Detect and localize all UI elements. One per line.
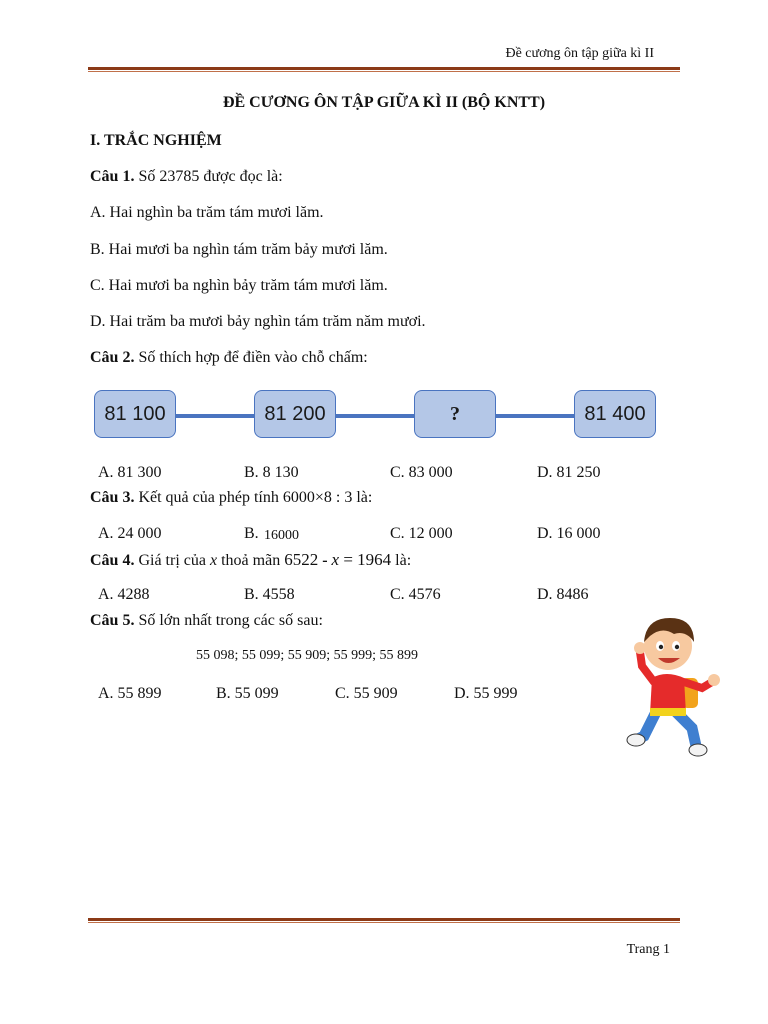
q5-option-b: B. 55 099 bbox=[216, 685, 279, 702]
section-heading: I. TRẮC NGHIỆM bbox=[90, 132, 222, 149]
sequence-box-unknown: ? bbox=[414, 390, 496, 438]
question-text: là: bbox=[352, 489, 373, 506]
q5-options bbox=[90, 685, 690, 707]
sequence-connector bbox=[334, 414, 416, 418]
question-5 bbox=[90, 612, 323, 630]
q2-option-d: D. 81 250 bbox=[537, 464, 601, 481]
question-text: Kết quả của phép tính bbox=[134, 489, 283, 506]
q4-option-b: B. 4558 bbox=[244, 586, 295, 603]
question-label: Câu 5. bbox=[90, 612, 135, 629]
q5-option-a: A. 55 899 bbox=[98, 685, 162, 702]
q2-option-c: C. 83 000 bbox=[390, 464, 453, 481]
sequence-box-4: 81 400 bbox=[574, 390, 656, 438]
question-text: Số thích hợp để điền vào chỗ chấm: bbox=[134, 349, 368, 366]
q4-options bbox=[90, 586, 690, 608]
footer-rule bbox=[88, 918, 680, 923]
q4-option-a: A. 4288 bbox=[98, 586, 150, 603]
q2-option-b: B. 8 130 bbox=[244, 464, 299, 481]
q3-option-c: C. 12 000 bbox=[390, 525, 453, 542]
q1-option-b: B. Hai mươi ba nghìn tám trăm bảy mươi lăm. bbox=[90, 241, 388, 258]
number-list: 55 098; 55 099; 55 909; 55 999; 55 899 bbox=[196, 648, 419, 663]
header-text: Đề cương ôn tập giữa kì II bbox=[505, 46, 654, 61]
question-1 bbox=[90, 168, 283, 186]
question-label: Câu 1. bbox=[90, 168, 135, 185]
q3-option-b-letter: B. bbox=[244, 525, 259, 542]
q1-option-c: C. Hai mươi ba nghìn bảy trăm tám mươi lăm. bbox=[90, 277, 388, 294]
q5-option-c: C. 55 909 bbox=[335, 685, 398, 702]
question-text: thoả mãn bbox=[217, 552, 285, 569]
cartoon-boy-illustration bbox=[626, 612, 722, 760]
page-number: Trang 1 bbox=[626, 942, 670, 957]
equation-minus: - bbox=[318, 552, 332, 569]
sequence-box-2: 81 200 bbox=[254, 390, 336, 438]
question-label: Câu 4. bbox=[90, 552, 135, 569]
q1-option-d: D. Hai trăm ba mươi bảy nghìn tám trăm năm mươi. bbox=[90, 313, 426, 330]
q2-option-a: A. 81 300 bbox=[98, 464, 162, 481]
number-sequence bbox=[94, 390, 656, 442]
question-label: Câu 3. bbox=[90, 489, 135, 506]
document-title: ĐỀ CƯƠNG ÔN TẬP GIỮA KÌ II (BỘ KNTT) bbox=[222, 94, 546, 111]
question-2 bbox=[90, 349, 368, 367]
question-label: Câu 2. bbox=[90, 349, 135, 366]
equation-right: = 1964 bbox=[339, 550, 392, 569]
sequence-connector bbox=[494, 414, 576, 418]
q5-option-d: D. 55 999 bbox=[454, 685, 518, 702]
sequence-connector bbox=[174, 414, 256, 418]
question-text: là: bbox=[391, 552, 412, 569]
variable-x: x bbox=[209, 552, 218, 569]
q2-options bbox=[90, 464, 690, 486]
q4-option-c: C. 4576 bbox=[390, 586, 441, 603]
q4-option-d: D. 8486 bbox=[537, 586, 589, 603]
question-text: Số 23785 được đọc là: bbox=[134, 168, 283, 185]
q3-option-a: A. 24 000 bbox=[98, 525, 162, 542]
q3-options bbox=[90, 525, 690, 547]
question-4 bbox=[90, 550, 411, 570]
sequence-box-1: 81 100 bbox=[94, 390, 176, 438]
equation-left: 6522 bbox=[284, 550, 319, 569]
header-rule bbox=[88, 67, 680, 72]
math-expression: 6000×8 : 3 bbox=[282, 489, 353, 506]
question-text: Số lớn nhất trong các số sau: bbox=[134, 612, 323, 629]
q1-option-a: A. Hai nghìn ba trăm tám mươi lăm. bbox=[90, 204, 324, 221]
question-3 bbox=[90, 489, 372, 507]
q3-option-b-value: 16000 bbox=[264, 528, 299, 543]
question-text: Giá trị của bbox=[134, 552, 210, 569]
equation-variable: x bbox=[331, 550, 340, 569]
q3-option-d: D. 16 000 bbox=[537, 525, 601, 542]
